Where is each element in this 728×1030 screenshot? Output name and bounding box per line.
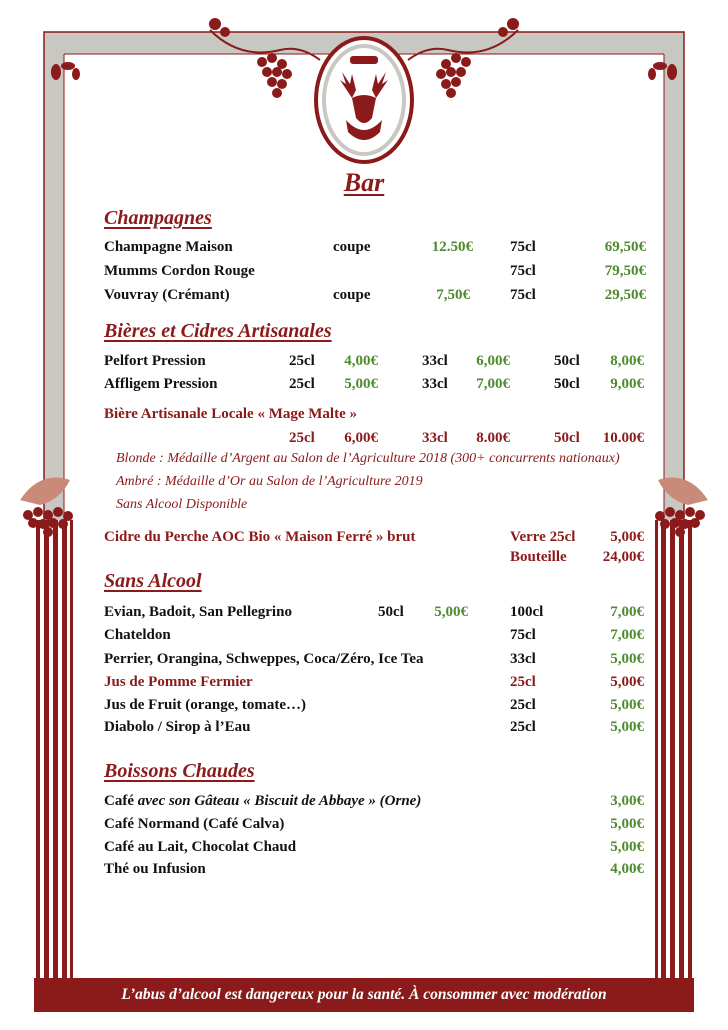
item-price: 5,00€ — [610, 529, 644, 545]
item-unit: 75cl — [510, 263, 536, 279]
item-unit: 75cl — [510, 239, 536, 255]
item-price: 6,00€ — [476, 353, 510, 369]
section-heading-bieres: Bières et Cidres Artisanales — [104, 320, 332, 342]
item-price: 5,00€ — [610, 816, 644, 832]
item-price: 4,00€ — [610, 861, 644, 877]
item-price: 3,00€ — [610, 793, 644, 809]
item-name: Diabolo / Sirop à l’Eau — [104, 719, 251, 735]
item-unit: 50cl — [378, 604, 404, 620]
award-note: Ambré : Médaille d’Or au Salon de l’Agriculture 2019 — [116, 474, 423, 489]
item-name: Jus de Pomme Fermier — [104, 674, 253, 690]
item-name: Affligem Pression — [104, 376, 218, 392]
item-price: 12.50€ — [431, 239, 473, 255]
item-unit: 25cl — [510, 674, 536, 690]
award-note: Blonde : Médaille d’Argent au Salon de l’Agriculture 2018 (300+ concurrents nationaux) — [116, 451, 620, 466]
item-unit: 25cl — [510, 697, 536, 713]
item-name: Perrier, Orangina, Schweppes, Coca/Zéro, Ice Tea — [104, 651, 424, 667]
item-price: 7,00€ — [476, 376, 510, 392]
item-price: 7,50€ — [436, 287, 470, 303]
item-name: Café Normand (Café Calva) — [104, 816, 285, 832]
item-unit: 75cl — [510, 627, 536, 643]
item-price: 5,00€ — [610, 719, 644, 735]
item-unit: 75cl — [510, 287, 536, 303]
item-name — [104, 792, 421, 810]
item-name: Cidre du Perche AOC Bio « Maison Ferré » brut — [104, 529, 416, 545]
item-price: 29,50€ — [604, 287, 646, 303]
item-unit: 25cl — [289, 353, 315, 369]
section-heading-boissons-chaudes: Boissons Chaudes — [104, 760, 255, 782]
item-price: 4,00€ — [344, 353, 378, 369]
item-unit: coupe — [333, 239, 371, 255]
item-price: 6,00€ — [344, 430, 378, 446]
item-price: 8,00€ — [610, 353, 644, 369]
item-price: 7,00€ — [610, 627, 644, 643]
item-price: 9,00€ — [610, 376, 644, 392]
item-unit: Verre 25cl — [510, 529, 576, 545]
item-unit: 50cl — [554, 376, 580, 392]
item-name: Jus de Fruit (orange, tomate…) — [104, 697, 307, 713]
item-name-prefix: Café — [104, 793, 138, 809]
item-price: 69,50€ — [604, 239, 646, 255]
item-name: Mumms Cordon Rouge — [104, 263, 255, 279]
item-price: 5,00€ — [610, 674, 644, 690]
item-price: 5,00€ — [344, 376, 378, 392]
item-unit: 33cl — [422, 353, 448, 369]
item-name: Café au Lait, Chocolat Chaud — [104, 839, 297, 855]
page-title: Bar — [343, 168, 385, 197]
item-name: Chateldon — [104, 627, 171, 643]
section-heading-sans-alcool: Sans Alcool — [104, 570, 202, 592]
footer-banner — [34, 978, 694, 1012]
item-price: 10.00€ — [602, 430, 644, 446]
item-unit: 33cl — [510, 651, 536, 667]
item-unit: 50cl — [554, 353, 580, 369]
item-unit: Bouteille — [510, 549, 567, 565]
item-unit: 33cl — [422, 430, 448, 446]
item-unit: 25cl — [289, 376, 315, 392]
item-unit: 100cl — [510, 604, 544, 620]
item-name-detail: avec son Gâteau « Biscuit de Abbaye » (Orne) — [137, 793, 422, 809]
item-price: 7,00€ — [610, 604, 644, 620]
item-name: Evian, Badoit, San Pellegrino — [104, 604, 292, 620]
local-beer-name: Bière Artisanale Locale « Mage Malte » — [104, 406, 357, 422]
item-price: 8.00€ — [476, 430, 510, 446]
item-price: 5,00€ — [610, 651, 644, 667]
section-heading-champagnes: Champagnes — [104, 207, 212, 229]
item-name: Pelfort Pression — [104, 353, 206, 369]
item-unit: coupe — [333, 287, 371, 303]
item-price: 79,50€ — [604, 263, 646, 279]
item-price: 24,00€ — [602, 549, 644, 565]
availability-note: Sans Alcool Disponible — [116, 497, 248, 512]
item-price: 5,00€ — [434, 604, 468, 620]
item-price: 5,00€ — [610, 839, 644, 855]
item-name: Vouvray (Crémant) — [104, 287, 230, 303]
item-unit: 25cl — [289, 430, 315, 446]
item-name: Thé ou Infusion — [104, 861, 206, 877]
item-unit: 33cl — [422, 376, 448, 392]
legal-warning: L’abus d’alcool est dangereux pour la santé. À consommer avec modération — [121, 986, 607, 1003]
item-price: 5,00€ — [610, 697, 644, 713]
item-unit: 25cl — [510, 719, 536, 735]
item-unit: 50cl — [554, 430, 580, 446]
item-name: Champagne Maison — [104, 239, 233, 255]
